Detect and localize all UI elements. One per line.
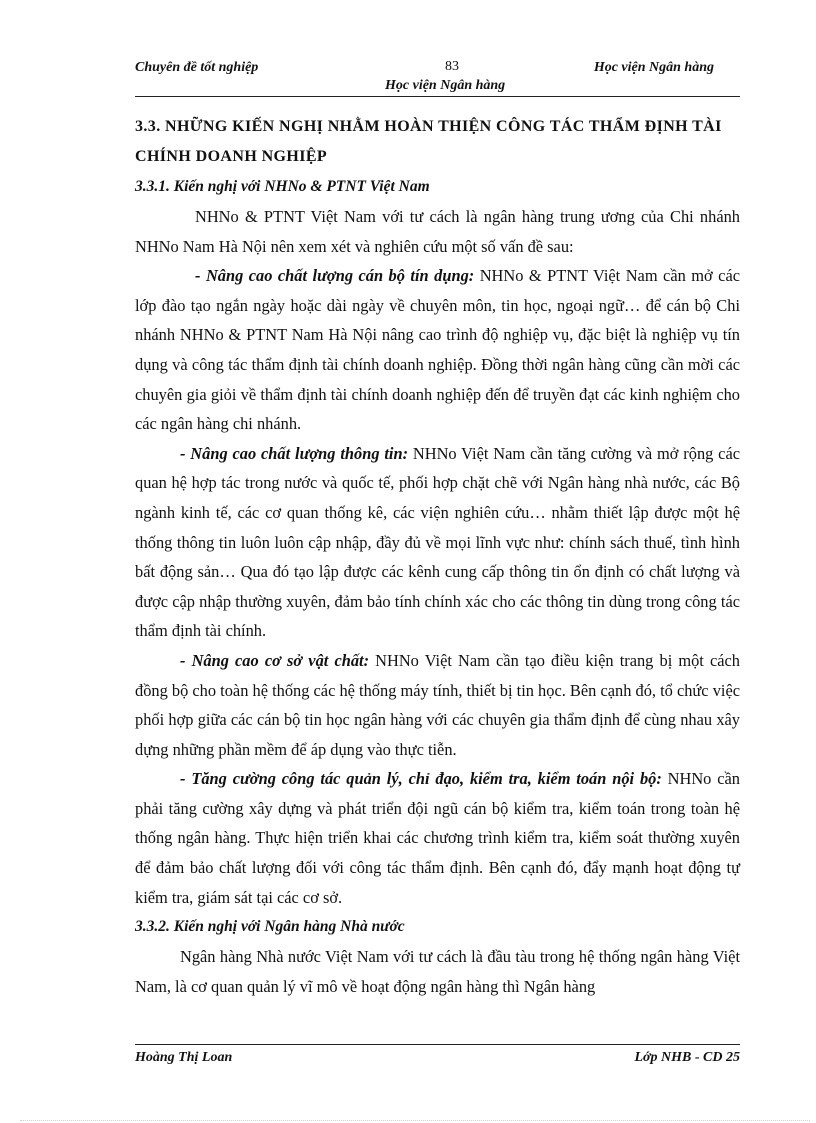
recommendation-text: NHNo Việt Nam cần tạo điều kiện trang bị một cách đồng bộ cho toàn hệ thống các hệ thống máy tính, thiết bị tin học. Bên cạnh đó, tổ chức việc phối hợp giữa các cán bộ tin học ngân hàng với các chuyên gia thẩm định để cùng nhau xây dựng những phần mềm để áp dụng vào thực tiễn.	[135, 650, 741, 759]
footer-class: Lớp NHB - CD 25	[634, 1050, 740, 1065]
page-header	[135, 56, 740, 97]
subsection-heading-3-3-1: 3.3.1. Kiến nghị với NHNo & PTNT Việt Nam	[135, 178, 430, 195]
recommendation-paragraph	[135, 646, 740, 764]
page-edge-divider	[20, 1120, 810, 1121]
recommendation-paragraph	[135, 764, 740, 912]
header-institution: Học viện Ngân hàng	[593, 60, 714, 75]
page-number: 83	[445, 59, 459, 74]
recommendation-lead: - Tăng cường công tác quản lý, chỉ đạo, kiểm tra, kiểm toán nội bộ:	[180, 769, 662, 789]
recommendation-lead: - Nâng cao chất lượng thông tin:	[180, 443, 409, 463]
recommendation-text: NHNo cần phải tăng cường xây dựng và phát triển đội ngũ cán bộ kiểm tra, kiểm toán trong toàn hệ thống ngân hàng. Thực hiện triển khai các chương trình kiểm tra, kiểm soát thường xuyên để đảm bảo chất lượng đối với công tác thẩm định. Bên cạnh đó, đẩy mạnh hoạt động tự kiểm tra, giám sát tại các cơ sở.	[135, 769, 740, 907]
header-subline: Học viện Ngân hàng	[385, 78, 506, 93]
page-footer	[135, 1044, 740, 1075]
recommendation-paragraph	[135, 261, 740, 439]
recommendation-paragraph	[135, 439, 740, 646]
section-title: 3.3. NHỮNG KIẾN NGHỊ NHẰM HOÀN THIỆN CÔNG TÁC THẨM ĐỊNH TÀI CHÍNH DOANH NGHIỆP	[135, 118, 722, 165]
page-body	[135, 112, 740, 1001]
recommendation-text: NHNo Việt Nam cần tăng cường và mở rộng các quan hệ hợp tác trong nước và quốc tế, phối hợp chặt chẽ với Ngân hàng nhà nước, các Bộ ngành kinh tế, các cơ quan thống kê, các viện nghiên cứu… nhằm thiết lập được một hệ thống thông tin luôn luôn cập nhập, đầy đủ về mọi lĩnh vực như: chính sách thuế, tình hình bất động sản… Qua đó tạo lập được các kênh cung cấp thông tin ổn định có chất lượng và được cập nhập thường xuyên, đảm bảo tính chính xác cho các thông tin dùng trong công tác thẩm định tài chính.	[135, 443, 741, 641]
intro-paragraph: Ngân hàng Nhà nước Việt Nam với tư cách là đầu tàu trong hệ thống ngân hàng Việt Nam, là cơ quan quản lý vĩ mô về hoạt động ngân hàng thì Ngân hàng	[135, 947, 740, 996]
recommendation-text: NHNo & PTNT Việt Nam cần mở các lớp đào tạo ngắn ngày hoặc dài ngày về chuyên môn, tin học, ngoại ngữ… để cán bộ Chi nhánh NHNo & PTNT Nam Hà Nội nâng cao trình độ nghiệp vụ, đặc biệt là nghiệp vụ tín dụng và công tác thẩm định tài chính doanh nghiệp. Đồng thời ngân hàng cũng cần mời các chuyên gia giỏi về thẩm định tài chính doanh nghiệp đến để truyền đạt các kinh nghiệm cho các ngân hàng chi nhánh.	[135, 266, 741, 434]
recommendation-lead: - Nâng cao cơ sở vật chất:	[180, 650, 370, 670]
subsection-heading-3-3-2: 3.3.2. Kiến nghị với Ngân hàng Nhà nước	[135, 918, 405, 936]
footer-author: Hoàng Thị Loan	[135, 1050, 233, 1065]
header-document-type: Chuyên đề tốt nghiệp	[135, 60, 259, 75]
intro-paragraph: NHNo & PTNT Việt Nam với tư cách là ngân hàng trung ương của Chi nhánh NHNo Nam Hà Nội nên xem xét và nghiên cứu một số vấn đề sau:	[135, 207, 740, 256]
recommendation-lead: - Nâng cao chất lượng cán bộ tín dụng:	[195, 266, 475, 286]
